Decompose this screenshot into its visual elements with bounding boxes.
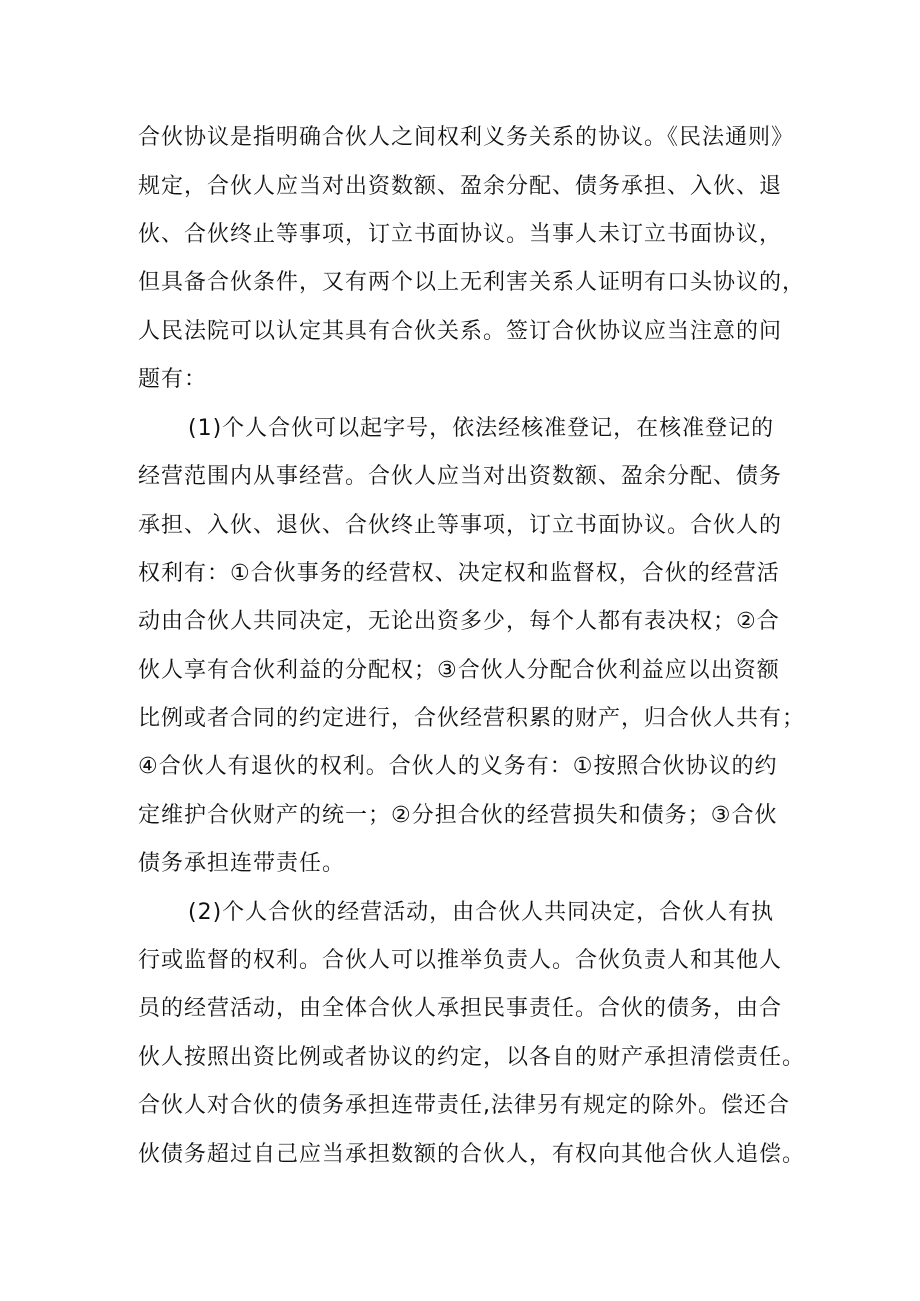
paragraph-2-line-6: 伙人享有合伙利益的分配权；③合伙人分配合伙利益应以出资额	[138, 658, 780, 683]
paragraph-2-line-7: 比例或者合同的约定进行，合伙经营积累的财产，归合伙人共有；	[138, 706, 806, 731]
paragraph-3-line-2: 行或监督的权利。合伙人可以推举负责人。合伙负责人和其他人	[138, 948, 783, 973]
paragraph-3-line-5: 合伙人对合伙的债务承担连带责任,法律另有规定的除外。偿还合	[138, 1093, 790, 1118]
paragraph-1-line-6: 题有：	[138, 367, 208, 392]
paragraph-2-line-2: 经营范围内从事经营。合伙人应当对出资数额、盈余分配、债务	[138, 464, 783, 489]
paragraph-2-line-10: 债务承担连带责任。	[138, 851, 346, 876]
paragraph-1-line-2: 规定，合伙人应当对出资数额、盈余分配、债务承担、入伙、退	[138, 174, 783, 199]
paragraph-3-line-4: 伙人按照出资比例或者协议的约定，以各自的财产承担清偿责任。	[138, 1045, 806, 1070]
paragraph-2-line-3: 承担、入伙、退伙、合伙终止等事项，订立书面协议。合伙人的	[138, 513, 783, 538]
paragraph-2-line-5: 动由合伙人共同决定，无论出资多少，每个人都有表决权；②合	[138, 609, 780, 634]
paragraph-1-line-1: 合伙协议是指明确合伙人之间权利义务关系的协议。《民法通则》	[138, 125, 795, 150]
paragraph-2-line-9: 定维护合伙财产的统一；②分担合伙的经营损失和债务；③合伙	[138, 803, 778, 828]
paragraph-3-line-3: 员的经营活动，由全体合伙人承担民事责任。合伙的债务，由合	[138, 996, 783, 1021]
paragraph-3-line-6: 伙债务超过自己应当承担数额的合伙人，有权向其他合伙人追偿。	[138, 1142, 806, 1167]
paragraph-1-line-3: 伙、合伙终止等事项，订立书面协议。当事人未订立书面协议，	[138, 222, 783, 247]
paragraph-2-line-4: 权利有：①合伙事务的经营权、决定权和监督权，合伙的经营活	[138, 561, 780, 586]
paragraph-3-line-1: (2)个人合伙的经营活动，由合伙人共同决定，合伙人有执	[188, 900, 775, 925]
paragraph-1-line-4: 但具备合伙条件，又有两个以上无利害关系人证明有口头协议的，	[138, 270, 806, 295]
paragraph-2-line-8: ④合伙人有退伙的权利。合伙人的义务有：①按照合伙协议的约	[138, 754, 778, 779]
paragraph-2-line-1: (1)个人合伙可以起字号，依法经核准登记，在核准登记的	[188, 416, 775, 441]
paragraph-1-line-5: 人民法院可以认定其具有合伙关系。签订合伙协议应当注意的问	[138, 319, 783, 344]
